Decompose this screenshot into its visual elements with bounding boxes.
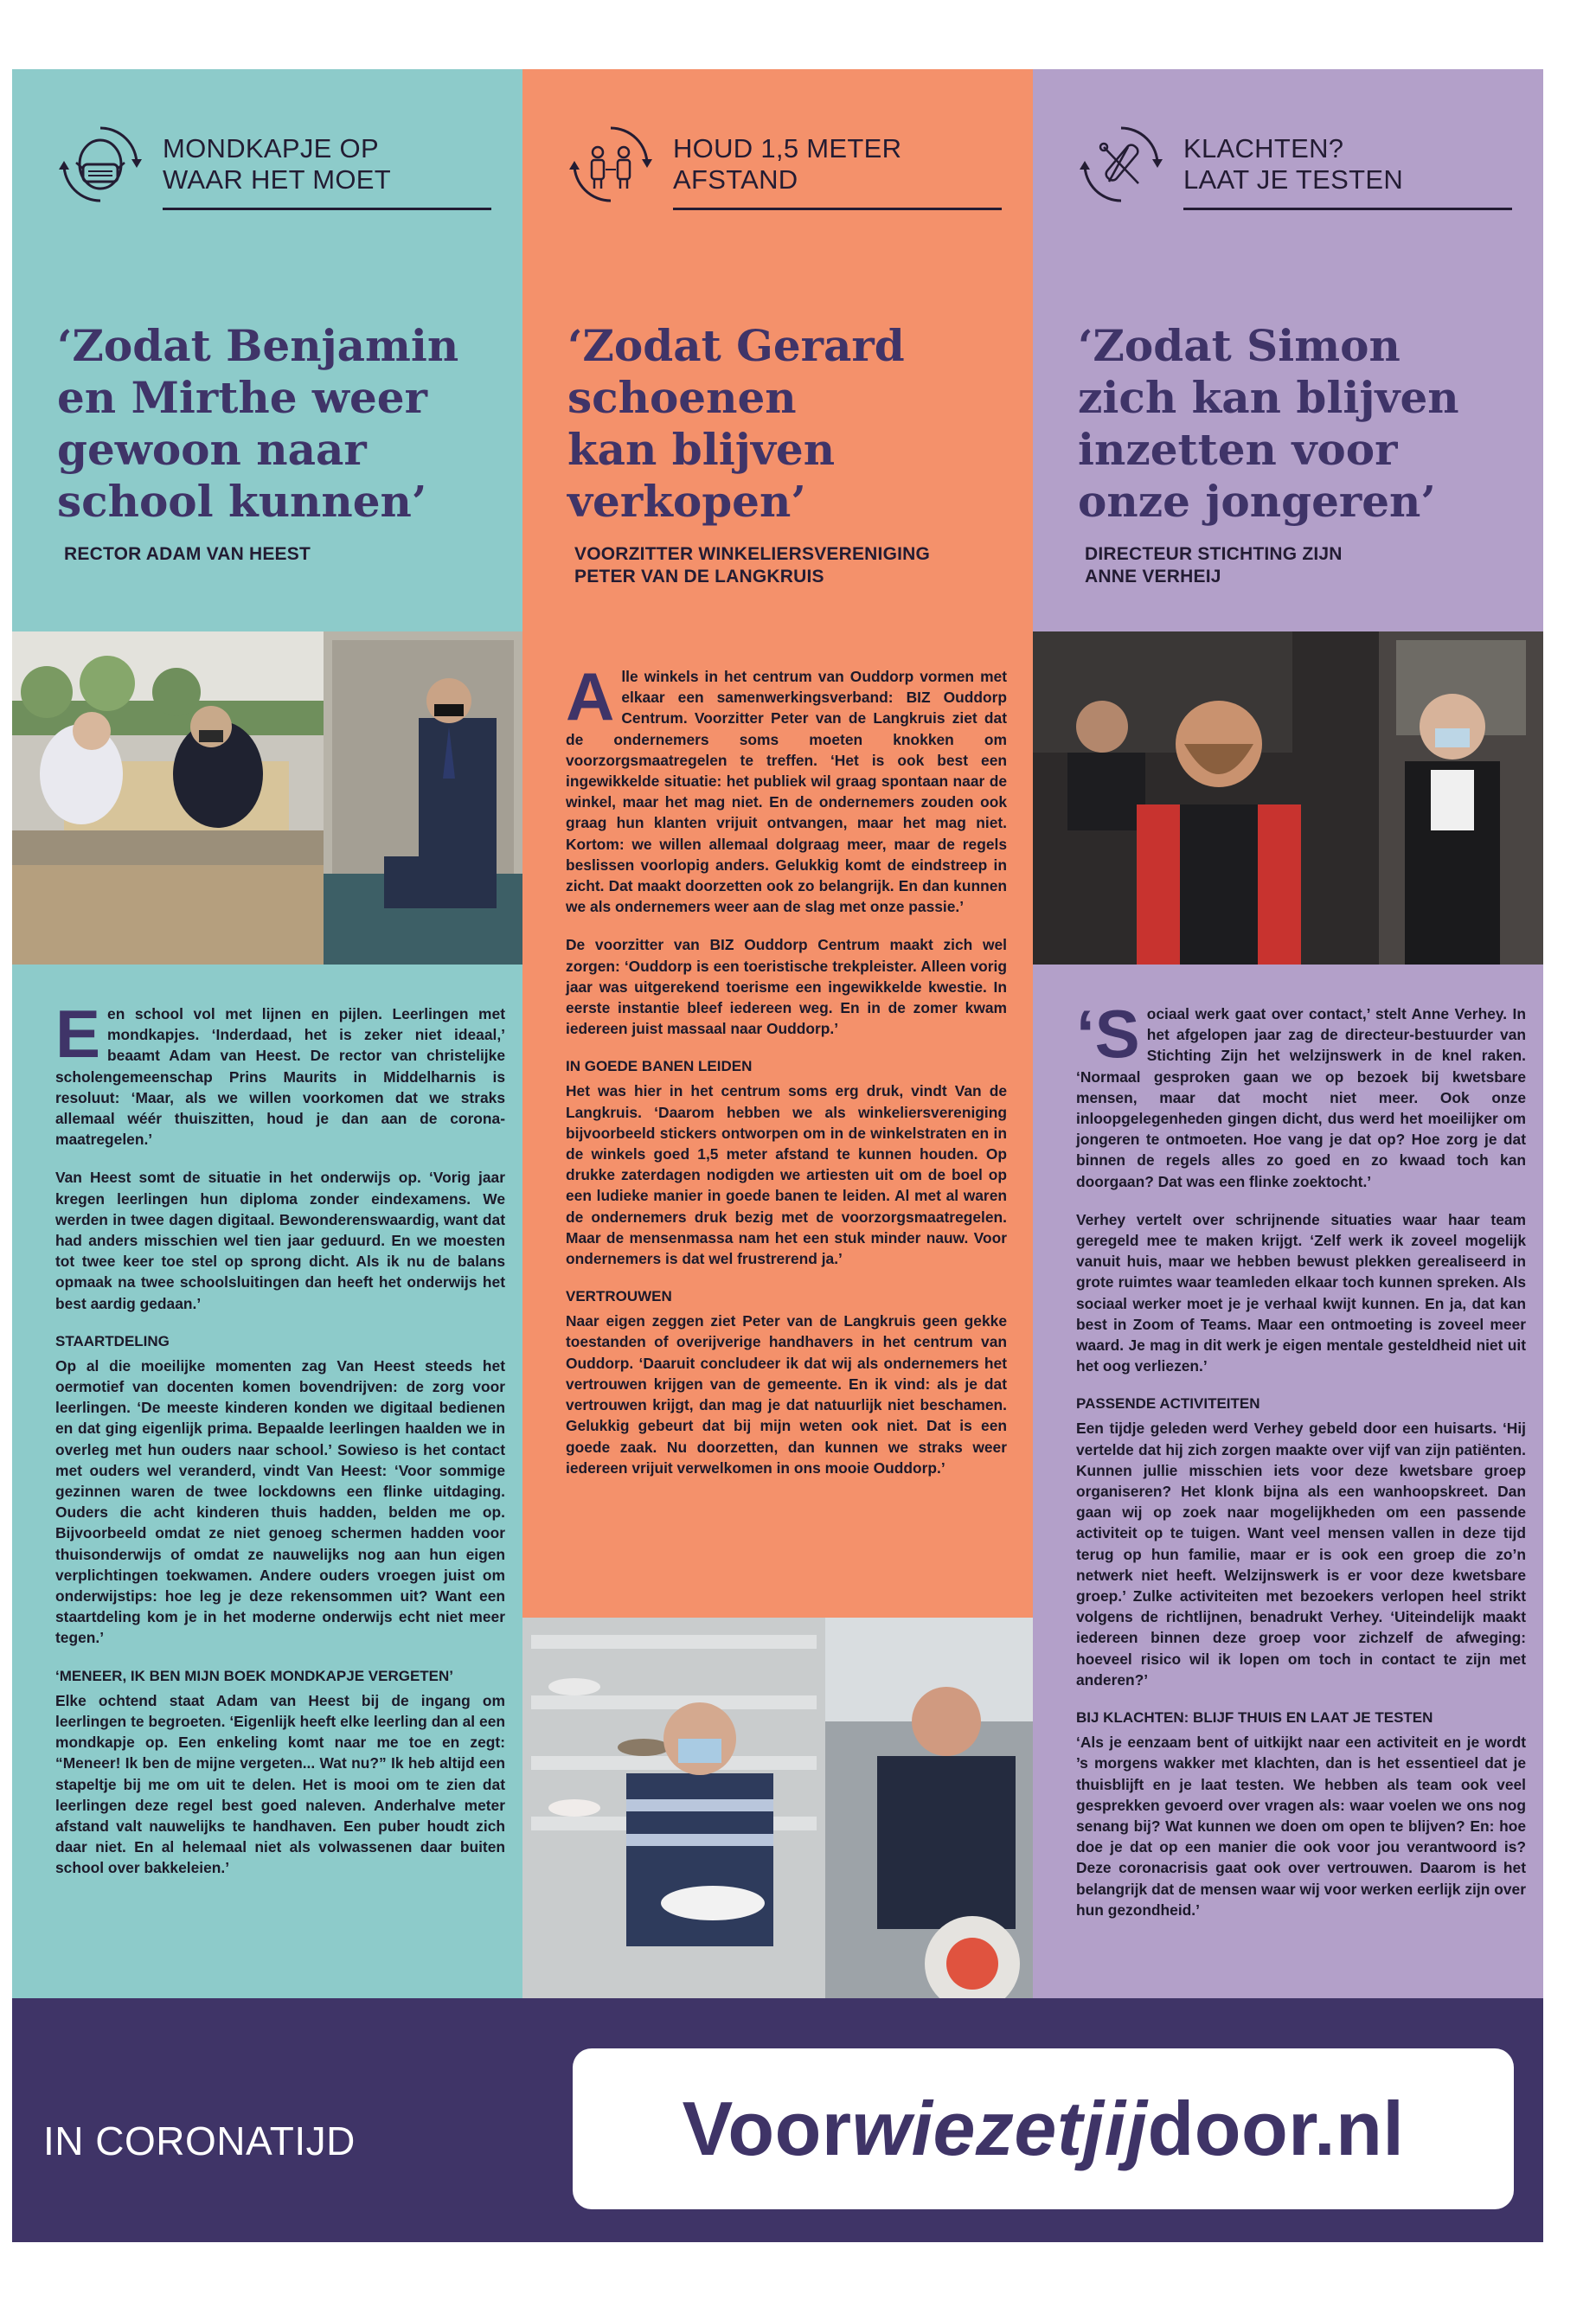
byline-line: VOORZITTER WINKELIERSVERENIGING	[574, 544, 931, 564]
column-header	[567, 121, 978, 212]
headline-line: schoenen	[567, 372, 797, 423]
column-mondkapje	[12, 69, 522, 1998]
headline-line: en Mirthe weer	[57, 372, 427, 423]
headline	[1078, 320, 1528, 528]
url-part-italic: wiezetjij	[851, 2086, 1148, 2171]
subheading: VERTROUWEN	[566, 1288, 672, 1305]
header-rule	[163, 208, 491, 210]
paragraph: Een tijdje geleden werd Verhey gebeld door een huisarts. ‘Hij vertelde dat hij zich zorgen maakte over vijf van zijn patiënten. Kunnen jullie misschien iets voor deze kwetsbare groep organiseren? Het klonk bijna als een wanhoopskreet. Dan gaan wij op zoek naar mogelijkheden om een passende activiteit op te tuigen. Want veel mensen vallen in deze tijd terug op hun familie, maar er is ook een groep die zo’n netwerk niet heeft. Welzijnswerk is er voor deze kwetsbare groep.’ Zulke activiteiten met bezoekers verlopen heel strikt volgens de richtlijnen, benadrukt Verhey. ‘Uiteindelijk maakt iedereen binnen deze groep voor zichzelf de afweging: hoeveel risico wil ik lopen om toch in contact te zijn met anderen?’	[1076, 1420, 1526, 1689]
subheading: IN GOEDE BANEN LEIDEN	[566, 1058, 753, 1075]
article-body	[566, 658, 1007, 1496]
byline	[574, 543, 930, 588]
drop-cap: E	[55, 996, 101, 1072]
url-part: door.nl	[1147, 2086, 1405, 2171]
headline-line: ‘Zodat Gerard	[567, 320, 905, 371]
header-line: MONDKAPJE OP	[163, 133, 379, 163]
campaign-url[interactable]	[573, 2048, 1514, 2209]
drop-cap: ‘S	[1076, 996, 1140, 1072]
headline-line: zich kan blijven	[1078, 372, 1459, 423]
header-line: KLACHTEN?	[1183, 133, 1344, 163]
campaign-url-box	[573, 2048, 1514, 2209]
column-header	[57, 121, 468, 212]
url-part: Voor	[682, 2086, 852, 2171]
header-line: LAAT JE TESTEN	[1183, 164, 1404, 195]
header-line: WAAR HET MOET	[163, 164, 391, 195]
advertorial-page	[12, 69, 1543, 2266]
paragraph: Op al die moeilijke momenten zag Van Heest steeds het oermotief van docenten komen bovendrijven: de zorg voor leerlingen. ‘De meeste kinderen konden we digitaal bedienen en dat ging eigenlijk prima. Bepaalde leerlingen haalden we in overleg met hun ouders naar school.’ Sowieso is het contact met ouders wel veranderd, vindt Van Heest: ‘Voor sommige gezinnen waren de twee lockdowns een flinke uitdaging. Ouders die acht kinderen thuis hadden, belden me op. Bijvoorbeeld omdat ze niet genoeg schermen hadden voor thuisonderwijs of omdat ze nauwelijks nog aan hun eigen verplichtingen toekwamen. Andere ouders vroegen juist om onderwijstips: hoe leg je deze rekensommen uit? Want een staartdeling kom je in het moderne onderwijs echt niet meer tegen.’	[55, 1356, 505, 1647]
column-header-title	[1183, 133, 1403, 195]
subheading: STAARTDELING	[55, 1332, 170, 1349]
photo-school	[12, 631, 522, 965]
paragraph: Van Heest somt de situatie in het onderwijs op. ‘Vorig jaar kregen leerlingen hun diploma zonder eindexamens. We werden in twee dagen digitaal. Bewonderenswaardig, want dat had anders misschien wel tien jaar geduurd. En we moesten tot twee keer toe stel op sprong dicht. Als ik nu de balans opmaak na twee schoolsluitingen dan heeft het onderwijs het best aardig gedaan.’	[55, 1169, 505, 1312]
byline	[64, 543, 311, 566]
header-line: HOUD 1,5 METER	[673, 133, 902, 163]
paragraph: Het was hier in het centrum soms erg druk, vindt Van de Langkruis. ‘Daarom hebben we als winkeliersvereniging bijvoorbeeld stickers ontworpen om in de winkelstraten en in de winkels goed 1,5 meter afstand te kunnen houden. Op drukke zaterdagen nodigden we artiesten uit om de boel op een ludieke manier in goede banen te leiden. Al met al waren de ondernemers druk bezig met de voorzorgsmaatregelen. Maar de mensenmassa nam het een stuk minder nauw. Voor ondernemers is dat wel frustrerend ja.’	[566, 1082, 1007, 1268]
intro-paragraph	[1076, 996, 1526, 1192]
column-header-title	[673, 133, 901, 195]
subheading: PASSENDE ACTIVITEITEN	[1076, 1395, 1260, 1413]
photo-shoe-store	[522, 1618, 1033, 1998]
column-header-title	[163, 133, 391, 195]
paragraph: De voorzitter van BIZ Ouddorp Centrum maakt zich wel zorgen: ‘Ouddorp is een toeristische trekpleister. Alleen vorig jaar was uitgerekend toerisme een ingewikkelde kwestie. In eerste instantie bleef iedereen weg. En in de zomer kwam iedereen juist massaal naar Ouddorp.’	[566, 936, 1007, 1038]
column-afstand	[522, 69, 1033, 1998]
intro-text: lle winkels in het centrum van Ouddorp vormen met elkaar een samenwerkingsverband: BIZ Ouddorp Centrum. Voorzitter Peter van de Langkruis ziet dat de ondernemers soms moeten knokken om voorzorgsmaatregelen te treffen. ‘Het is ook best een ingewikkelde situatie: het publiek wil graag spontaan naar de winkel, maar het mag niet. En de ondernemers zouden ook graag hun klanten vrijuit ontvangen, maar het mag niet. Kortom: we willen allemaal dolgraag meer, maar de regels beslissen voorlopig anders. Gelukkig komt de eindstreep in zicht. Dat maakt doorzetten ook zo belangrijk. En dan kunnen we als ondernemers weer aan de slag met onze passie.’	[566, 668, 1007, 916]
headline-line: onze jongeren’	[1078, 476, 1436, 527]
distance-people-icon	[567, 121, 654, 208]
intro-text: ociaal werk gaat over contact,’ stelt Anne Verhey. In het afgelopen jaar zag de directeur-bestuurder van Stichting Zijn het welzijnswerk in de knel raken. ‘Normaal gesproken gaan we op bezoek bij kwetsbare mensen, maar dat mocht niet meer. Ook onze inloopgelegenheden gingen dicht, dus werd het moeilijker om jongeren te ontmoeten. Hoe vang je dat op? Hoe zorg je dat binnen de regels alles zo goed en zo kwaad toch kan doorgaan? Dat was een flinke zoektocht.’	[1076, 1005, 1526, 1190]
byline	[1085, 543, 1343, 588]
photo-welfare-team	[1033, 631, 1543, 965]
headline	[567, 320, 1017, 528]
header-rule	[673, 208, 1002, 210]
campaign-banner	[12, 1998, 1543, 2242]
byline-line: ANNE VERHEIJ	[1085, 567, 1221, 586]
headline	[57, 320, 507, 528]
byline-line: PETER VAN DE LANGKRUIS	[574, 567, 824, 586]
column-header	[1078, 121, 1489, 212]
byline-line: DIRECTEUR STICHTING ZIJN	[1085, 544, 1343, 564]
headline-line: school kunnen’	[57, 476, 427, 527]
header-rule	[1183, 208, 1512, 210]
paragraph: Verhey vertelt over schrijnende situaties waar haar team geregeld mee te maken krijgt. ‘Zelf werk ik zoveel mogelijk vanuit huis, maar we hebben bewust plekken gerealiseerd in grote ruimtes waar teamleden elkaar toch kunnen spreken. Als sociaal werker moet je je verhaal kwijt kunnen. En ja, dat kan best in Zoom of Teams. Maar een ontmoeting is zoveel meer waard. Je mag in dit werk je eigen mentale gesteldheid niet uit het oog verliezen.’	[1076, 1210, 1526, 1375]
paragraph: Elke ochtend staat Adam van Heest bij de ingang om leerlingen te begroeten. ‘Eigenlijk heeft elke leerling dan al een mondkapje op. Een enkeling komt naar me toe en zegt: “Meneer! Ik ben de mijne vergeten... Wat nu?” Ik heb altijd een stapeltje bij me om uit te delen. Het is mooi om te zien dat leerlingen deze regel best goed naleven. Anderhalve meter afstand valt nauwelijks te handhaven. Een puber houdt zich daar niet. En al helemaal niet als volwassenen daar buiten school over bakkeleien.’	[55, 1691, 505, 1877]
header-line: AFSTAND	[673, 164, 798, 195]
intro-paragraph	[566, 658, 1007, 917]
paragraph: ‘Als je eenzaam bent of uitkijkt naar een activiteit en je wordt ’s morgens wakker met klachten, dan is het essentieel dat je thuisblijft en je laat testen. We hebben als team ook veel gesprekken gevoerd over vragen als: waar voelen we ons nog senang bij? Wat kunnen we doen om open te blijven? En: hoe doe je dat op een manier die ook voor jou verantwoord is? Deze coronacrisis gaat ook over vertrouwen. Daarom is het belangrijk dat de mensen waar wij voor werken eerlijk zijn over hun gezondheid.’	[1076, 1734, 1526, 1919]
article-body	[1076, 996, 1526, 1938]
headline-line: gewoon naar	[57, 424, 367, 475]
banner-label: IN CORONATIJD	[43, 2118, 356, 2163]
headline-line: ‘Zodat Benjamin	[57, 320, 459, 371]
subheading: ‘MENEER, IK BEN MIJN BOEK MONDKAPJE VERGETEN’	[55, 1667, 454, 1684]
subheading: BIJ KLACHTEN: BLIJF THUIS EN LAAT JE TESTEN	[1076, 1709, 1433, 1727]
headline-line: kan blijven	[567, 424, 836, 475]
headline-line: verkopen’	[567, 476, 806, 527]
mask-face-icon	[57, 121, 144, 208]
headline-line: ‘Zodat Simon	[1078, 320, 1401, 371]
article-body	[55, 996, 505, 1896]
headline-line: inzetten voor	[1078, 424, 1398, 475]
paragraph: Naar eigen zeggen ziet Peter van de Langkruis geen gekke toestanden of overijverige handhavers in het centrum van Ouddorp. ‘Daaruit concludeer ik dat wij als ondernemers het vertrouwen krijgen van de gemeente. En ik vind: als je dat vertrouwen krijgt, dan mag je dat natuurlijk niet beschamen. Gelukkig gebeurt dat bij mijn weten ook niet. Dat is een goede zaak. Nu doorzetten, dan kunnen we straks weer iedereen vrijuit verwelkomen in ons mooie Ouddorp.’	[566, 1312, 1007, 1477]
byline-line: RECTOR ADAM VAN HEEST	[64, 544, 311, 564]
test-tube-icon	[1078, 121, 1164, 208]
drop-cap: A	[566, 658, 615, 734]
intro-paragraph	[55, 996, 505, 1150]
column-testen	[1033, 69, 1543, 1998]
intro-text: en school vol met lijnen en pijlen. Leerlingen met mondkapjes. ‘Inderdaad, het is zeker niet ideaal,’ beaamt Adam van Heest. De rector van christelijke scholengemeenschap Prins Maurits in Middelharnis is resoluut: ‘Maar, als we willen voorkomen dat we straks allemaal wéér thuiszitten, houd je dan aan de corona-maatregelen.’	[55, 1005, 505, 1149]
